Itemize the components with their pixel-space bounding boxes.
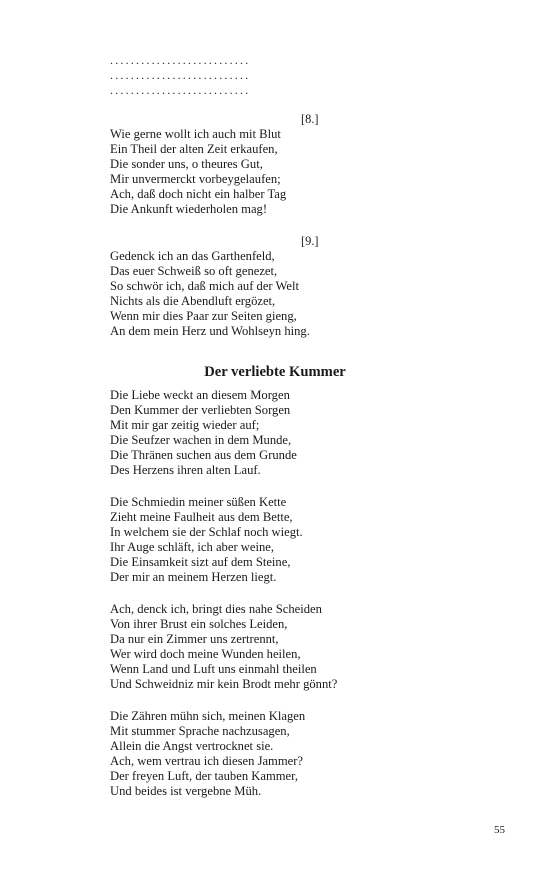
verse-line: Ach, denck ich, bringt dies nahe Scheiden [110,602,322,616]
verse-line: Der freyen Luft, der tauben Kammer, [110,769,298,783]
stanza-number: [8.] [301,112,319,126]
verse-line: Und beides ist vergebne Müh. [110,784,262,798]
verse-line: Wenn mir dies Paar zur Seiten gieng, [110,309,297,323]
ellipsis-line: ........................... [110,83,251,97]
verse-line: Die Zähren mühn sich, meinen Klagen [110,709,306,723]
verse-line: Wie gerne wollt ich auch mit Blut [110,127,281,141]
verse-line: Und Schweidniz mir kein Brodt mehr gönnt? [110,677,338,691]
verse-line: Die Liebe weckt an diesem Morgen [110,388,290,402]
verse-line: Die Ankunft wiederholen mag! [110,202,268,216]
verse-line: Gedenck ich an das Garthenfeld, [110,249,275,263]
verse-line: Zieht meine Faulheit aus dem Bette, [110,510,293,524]
poem-title: Der verliebte Kummer [204,364,346,380]
verse-line: Mir unvermerckt vorbeygelaufen; [110,172,281,186]
verse-line: Den Kummer der verliebten Sorgen [110,403,291,417]
ellipsis-line: ........................... [110,53,251,67]
verse-line: In welchem sie der Schlaf noch wiegt. [110,525,303,539]
verse-line: Mit mir gar zeitig wieder auf; [110,418,260,432]
verse-line: Da nur ein Zimmer uns zertrennt, [110,632,279,646]
verse-line: Ein Theil der alten Zeit erkaufen, [110,142,278,156]
stanza-number: [9.] [301,234,319,248]
verse-line: Ach, wem vertrau ich diesen Jammer? [110,754,304,768]
verse-line: Die Seufzer wachen in dem Munde, [110,433,292,447]
verse-line: Ihr Auge schläft, ich aber weine, [110,540,275,554]
verse-line: Ach, daß doch nicht ein halber Tag [110,187,287,201]
verse-line: Die sonder uns, o theures Gut, [110,157,263,171]
verse-line: Von ihrer Brust ein solches Leiden, [110,617,288,631]
verse-line: Die Thränen suchen aus dem Grunde [110,448,297,462]
verse-line: Wer wird doch meine Wunden heilen, [110,647,301,661]
verse-line: Wenn Land und Luft uns einmahl theilen [110,662,317,676]
verse-line: Allein die Angst vertrocknet sie. [110,739,274,753]
verse-line: Das euer Schweiß so oft genezet, [110,264,278,278]
verse-line: Die Einsamkeit sizt auf dem Steine, [110,555,291,569]
verse-line: Nichts als die Abendluft ergözet, [110,294,276,308]
verse-line: Der mir an meinem Herzen liegt. [110,570,277,584]
verse-line: Die Schmiedin meiner süßen Kette [110,495,287,509]
verse-line: Des Herzens ihren alten Lauf. [110,463,261,477]
ellipsis-line: ........................... [110,68,251,82]
page-number: 55 [494,824,505,836]
verse-line: So schwör ich, daß mich auf der Welt [110,279,300,293]
verse-line: Mit stummer Sprache nachzusagen, [110,724,290,738]
verse-line: An dem mein Herz und Wohlseyn hing. [110,324,310,338]
